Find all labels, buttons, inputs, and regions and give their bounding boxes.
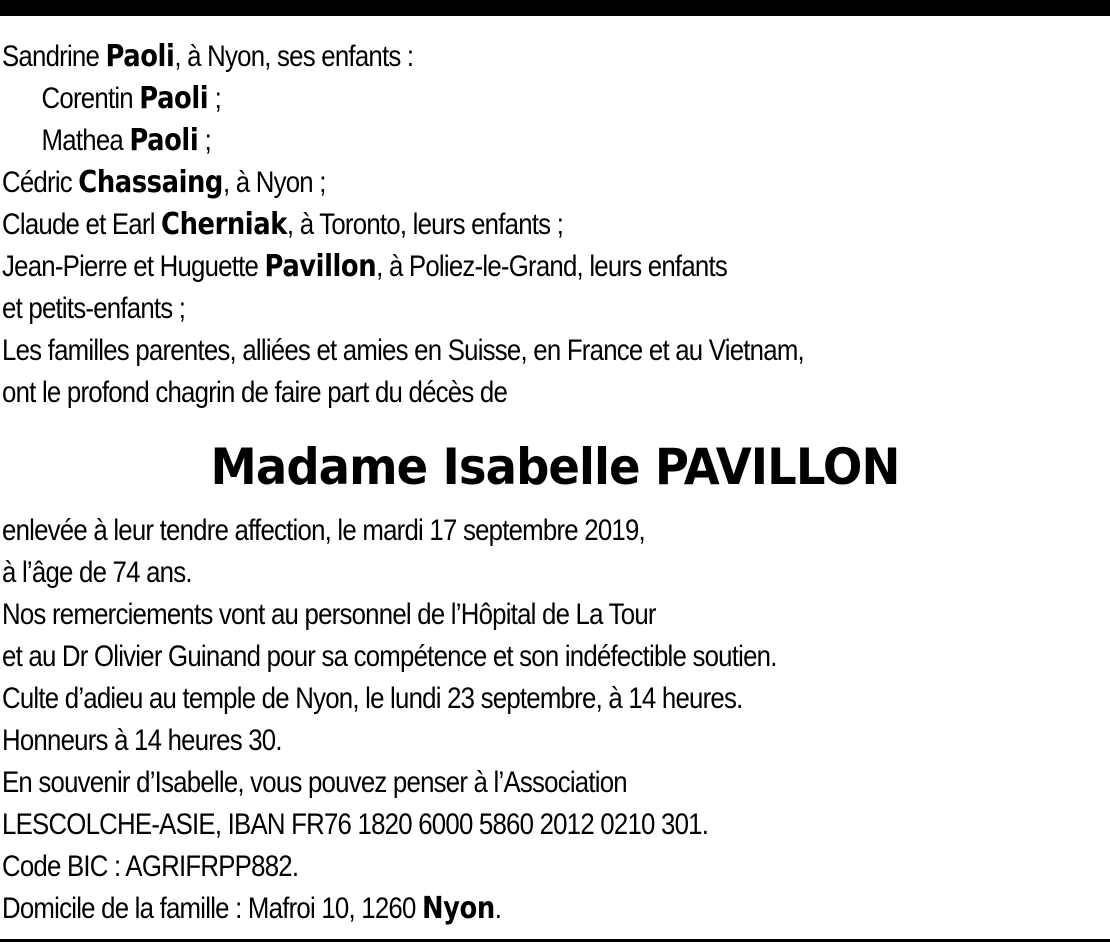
family-surname: Paoli xyxy=(129,123,199,158)
body-line: Culte d’adieu au temple de Nyon, le lundi 23 septembre, à 14 heures. xyxy=(2,682,743,715)
family-line xyxy=(2,246,953,288)
family-text: , à Nyon, ses enfants : xyxy=(174,40,414,73)
family-line xyxy=(2,78,953,120)
body-line: En souvenir d’Isabelle, vous pouvez penser à l’Association xyxy=(2,766,627,799)
family-text: ; xyxy=(198,124,212,157)
family-line: et petits-enfants ; xyxy=(2,292,186,325)
deceased-name-heading: Madame Isabelle PAVILLON xyxy=(210,438,900,496)
bottom-border-rule xyxy=(0,939,1110,942)
family-line xyxy=(2,36,953,78)
family-text: , à Poliez-le-Grand, leurs enfants xyxy=(376,250,728,283)
family-text: Claude et Earl xyxy=(2,208,162,241)
body-line: LESCOLCHE-ASIE, IBAN FR76 1820 6000 5860 2012 0210 301. xyxy=(2,808,709,841)
family-surname: Chassaing xyxy=(78,165,223,200)
family-text: Sandrine xyxy=(2,40,106,73)
family-text: Corentin xyxy=(41,82,140,115)
family-text: , à Toronto, leurs enfants ; xyxy=(286,208,564,241)
death-notice xyxy=(2,36,1108,930)
family-text: ; xyxy=(208,82,221,115)
top-border-rule xyxy=(0,0,1110,16)
body-line: enlevée à leur tendre affection, le mardi 17 septembre 2019, xyxy=(2,514,645,547)
domicile-text: Domicile de la famille : Mafroi 10, 1260 xyxy=(2,892,422,925)
body-line: et au Dr Olivier Guinand pour sa compétence et son indéfectible soutien. xyxy=(2,640,777,673)
announcement-line: ont le profond chagrin de faire part du décès de xyxy=(2,376,508,409)
family-text: , à Nyon ; xyxy=(222,166,326,199)
family-line xyxy=(2,162,953,204)
body-line: Code BIC : AGRIFRPP882. xyxy=(2,850,299,883)
family-text: Cédric xyxy=(2,166,79,199)
family-surname: Pavillon xyxy=(264,249,377,284)
family-line xyxy=(2,120,953,162)
family-line xyxy=(2,204,953,246)
domicile-line xyxy=(2,888,953,930)
family-surname: Paoli xyxy=(139,81,209,116)
body-line: Honneurs à 14 heures 30. xyxy=(2,724,282,757)
family-surname: Paoli xyxy=(105,39,175,74)
family-text: Mathea xyxy=(41,124,130,157)
domicile-town: Nyon xyxy=(421,891,495,926)
family-line: Les familles parentes, alliées et amies en Suisse, en France et au Vietnam, xyxy=(2,334,804,367)
family-text: Jean-Pierre et Huguette xyxy=(2,250,265,283)
family-surname: Cherniak xyxy=(161,207,287,242)
body-line: à l’âge de 74 ans. xyxy=(2,556,192,589)
domicile-text: . xyxy=(494,892,502,925)
body-line: Nos remerciements vont au personnel de l’Hôpital de La Tour xyxy=(2,598,656,631)
